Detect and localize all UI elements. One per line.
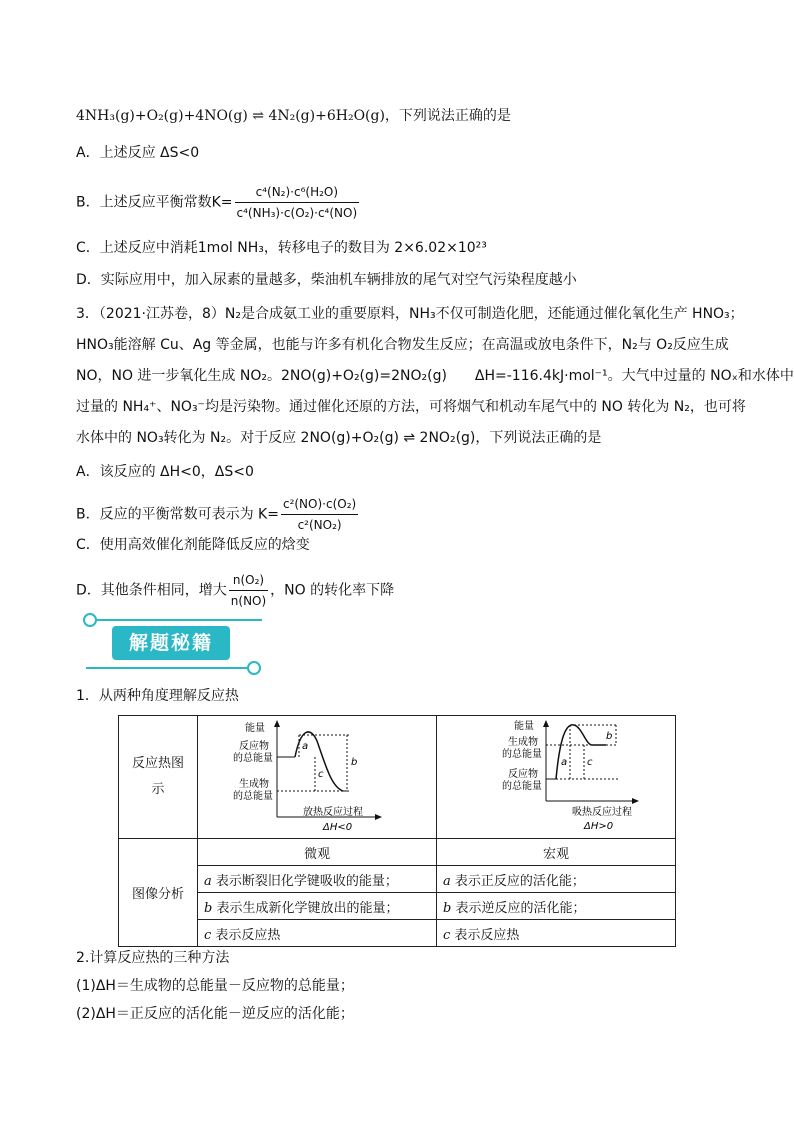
exothermic-diagram-cell [198,716,437,839]
q2-option-b [76,182,361,223]
q3-stem-line1: 3．（2021·江苏卷，8）N₂是合成氨工业的重要原料，NH₃不仅可制造化肥，还能通过催化氧化生产 HNO₃； [76,306,744,322]
micro-item [198,866,437,893]
exo-a-label: a [302,741,309,752]
macro-var: a [443,873,451,889]
macro-item [437,866,676,893]
endo-dh-label: ΔH>0 [584,821,614,832]
q3-stem-line4: 过量的 NH₄⁺、NO₃⁻均是污染物。通过催化还原的方法，可将烟气和机动车尾气中的 NO 转化为 N₂，也可将 [76,399,746,415]
exo-reactant-label-2: 的总能量 [233,753,273,764]
micro-item [198,920,437,947]
micro-var: a [204,873,212,889]
q3-k-fraction [281,494,358,535]
q3-ratio-denominator: n(NO) [230,594,267,608]
exo-c-label: c [318,769,324,780]
q3-ratio-fraction [229,570,268,611]
q3-option-c: C．使用高效催化剂能降低反应的焓变 [76,537,310,553]
exo-product-label-1: 生成物 [239,779,269,790]
q2-option-d: D．实际应用中，加入尿素的量越多，柴油机车辆排放的尾气对空气污染程度越小 [76,272,577,288]
endo-product-label-1: 生成物 [508,737,538,748]
exo-y-label: 能量 [245,723,265,734]
macro-var: b [443,900,452,916]
q3-option-d [76,570,394,611]
endo-b-label: b [606,731,613,742]
col-header-micro: 微观 [198,839,437,866]
q3-stem-line2: HNO₃能溶解 Cu、Ag 等金属，也能与许多有机化合物发生反应；在高温或放电条件下，N₂与 O₂反应生成 [76,337,729,353]
banner-circle-left [84,614,96,626]
section2-heading: 2.计算反应热的三种方法 [76,950,230,966]
q3-option-d-prefix: D．其他条件相同，增大 [76,582,227,599]
endo-reactant-label-2: 的总能量 [502,781,542,792]
endothermic-diagram [438,717,674,837]
q3-stem-line3: NO，NO 进一步氧化生成 NO₂。2NO(g)+O₂(g)=2NO₂(g) ΔH=-116.4kJ·mol⁻¹。大气中过量的 NOₓ和水体中 [76,368,794,384]
q2-equation: 4NH₃(g)+O₂(g)+4NO(g) ⇌ 4N₂(g)+6H₂O(g)，下列说法正确的是 [76,108,511,124]
endo-x-label: 吸热反应过程 [572,807,632,818]
macro-text: 表示反应热 [450,927,520,943]
q3-k-denominator: c²(NO₂) [297,518,342,532]
q2-k-numerator: c⁴(N₂)·c⁶(H₂O) [235,182,360,203]
endo-c-label: c [587,757,593,768]
macro-item [437,920,676,947]
exo-x-label: 放热反应过程 [303,807,363,818]
q3-k-numerator: c²(NO)·c(O₂) [281,494,358,515]
micro-var: c [204,927,212,943]
micro-var: b [204,900,213,916]
macro-text: 表示正反应的活化能； [450,873,585,889]
section2-method-2: (2)ΔH＝正反应的活化能－逆反应的活化能； [76,1006,354,1022]
exo-dh-label: ΔH<0 [323,822,353,833]
macro-text: 表示逆反应的活化能； [451,900,586,916]
q3-option-b [76,494,360,535]
section2-method-1: (1)ΔH＝生成物的总能量－反应物的总能量； [76,978,354,994]
q3-option-a: A．该反应的 ΔH<0，ΔS<0 [76,464,254,480]
exo-reactant-label-1: 反应物 [239,741,269,752]
q2-k-fraction [235,182,360,223]
macro-var: c [443,927,451,943]
micro-item [198,893,437,920]
micro-text: 表示生成新化学键放出的能量； [212,900,399,916]
row-label-analysis-text: 图像分析 [131,887,184,902]
endo-product-label-2: 的总能量 [502,749,542,760]
q2-option-a: A．上述反应 ΔS<0 [76,145,200,161]
q3-option-b-prefix: B．反应的平衡常数可表示为 K= [76,506,279,523]
banner-title: 解题秘籍 [128,632,213,654]
row-label-diagram [119,716,198,839]
endo-y-label: 能量 [514,721,534,732]
row-label-analysis [119,839,198,947]
reaction-heat-table [118,715,676,947]
micro-text: 表示反应热 [211,927,281,943]
q3-ratio-numerator: n(O₂) [229,570,268,591]
banner-circle-right [248,662,260,674]
macro-item [437,893,676,920]
q3-option-d-suffix: ，NO 的转化率下降 [270,582,395,599]
micro-text: 表示断裂旧化学键吸收的能量； [211,873,398,889]
section1-heading: 1．从两种角度理解反应热 [76,688,239,704]
col-header-macro: 宏观 [437,839,676,866]
exothermic-diagram [199,717,435,837]
endo-energy-curve [556,725,606,779]
row-label-diagram-text: 反应热图示 [131,756,184,797]
q2-option-b-prefix: B．上述反应平衡常数K= [76,194,233,211]
endo-reactant-label-1: 反应物 [508,769,538,780]
q2-option-c: C．上述反应中消耗1mol NH₃，转移电子的数目为 2×6.02×10²³ [76,240,487,256]
q3-stem-line5: 水体中的 NO₃转化为 N₂。对于反应 2NO(g)+O₂(g) ⇌ 2NO₂(g)，下列说法正确的是 [76,430,602,446]
exo-product-label-2: 的总能量 [233,791,273,802]
endo-a-label: a [561,757,568,768]
endothermic-diagram-cell [437,716,676,839]
q2-k-denominator: c⁴(NH₃)·c(O₂)·c⁴(NO) [236,206,358,220]
exo-b-label: b [351,757,358,768]
